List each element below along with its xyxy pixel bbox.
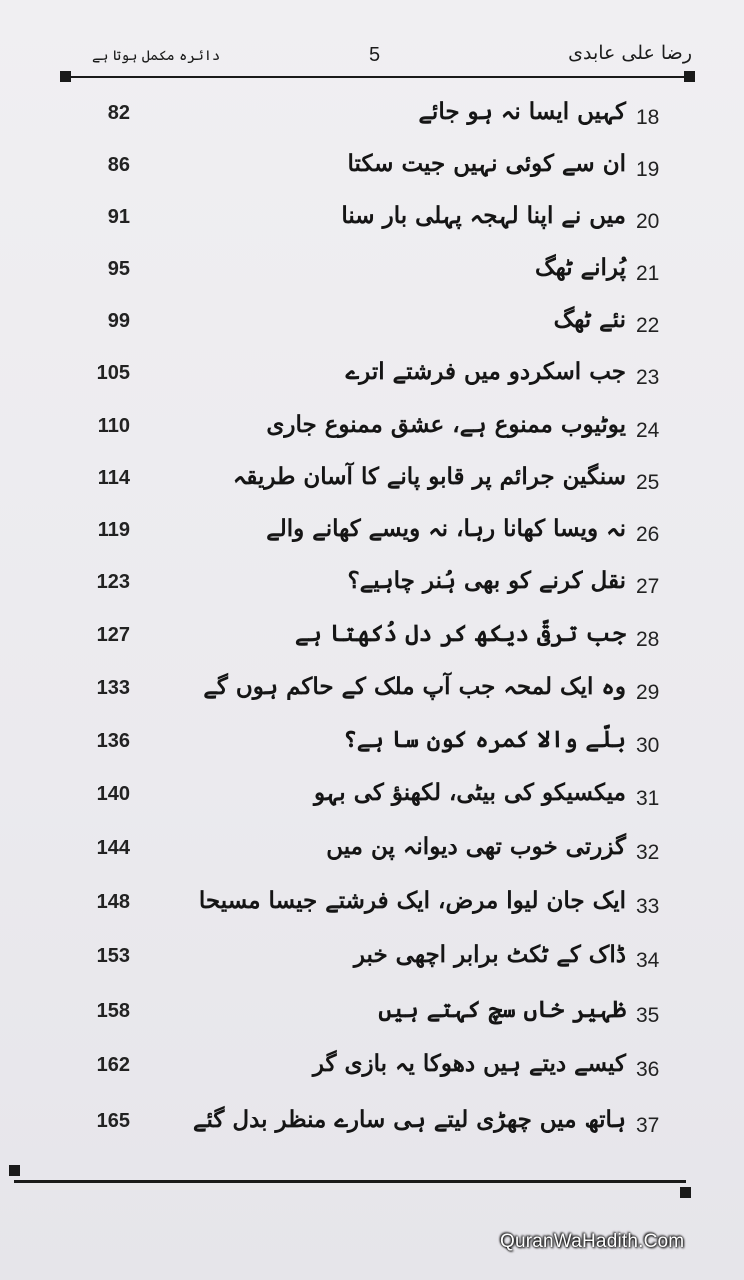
toc-page-number: 165 bbox=[96, 1110, 130, 1132]
toc-title: میں نے اپنا لہجہ پہلی بار سنا bbox=[341, 202, 626, 229]
toc-entry-number: 25 bbox=[636, 471, 660, 494]
header-page-number: 5 bbox=[369, 44, 381, 66]
toc-title: پُرانے ٹھگ bbox=[535, 254, 626, 281]
toc-row bbox=[0, 935, 744, 987]
header-author: رضا علی عابدی bbox=[568, 42, 692, 64]
rule-square-top-right bbox=[684, 71, 695, 82]
toc-row bbox=[0, 509, 744, 561]
toc-page-number: 119 bbox=[97, 519, 130, 541]
toc-page-number: 148 bbox=[96, 891, 130, 913]
toc-title: بلّے والا کمرہ کون سا ہے؟ bbox=[343, 726, 626, 753]
toc-title: ایک جان لیوا مرض، ایک فرشتے جیسا مسیحا bbox=[198, 887, 626, 914]
toc-row bbox=[0, 881, 744, 933]
toc-page-number: 158 bbox=[96, 1000, 130, 1022]
toc-page-number: 82 bbox=[107, 102, 130, 124]
toc-title: سنگین جرائم پر قابو پانے کا آسان طریقہ bbox=[232, 463, 626, 490]
toc-entry-number: 29 bbox=[636, 681, 660, 704]
toc-row bbox=[0, 1044, 744, 1096]
toc-title: جب ترقّی دیکھ کر دل دُکھتا ہے bbox=[294, 620, 626, 647]
rule-square-bottom-left bbox=[9, 1165, 20, 1176]
toc-row bbox=[0, 92, 744, 144]
toc-entry-number: 18 bbox=[636, 106, 660, 129]
toc-page-number: 144 bbox=[96, 837, 130, 859]
toc-title: ظہیر خاں سچ کہتے ہیں bbox=[378, 996, 626, 1023]
toc-title: کہیں ایسا نہ ہو جائے bbox=[418, 98, 626, 125]
toc-title: میکسیکو کی بیٹی، لکھنؤ کی بہو bbox=[313, 779, 626, 806]
toc-title: ہاتھ میں چھڑی لیتے ہی سارے منظر بدل گئے bbox=[192, 1106, 626, 1133]
toc-title: گزرتی خوب تھی دیوانہ پن میں bbox=[326, 833, 626, 860]
footer-rule bbox=[14, 1180, 686, 1183]
toc-row bbox=[0, 457, 744, 509]
toc-entry-number: 30 bbox=[636, 734, 660, 757]
toc-row bbox=[0, 352, 744, 404]
toc-title: کیسے دیتے ہیں دھوکا یہ بازی گر bbox=[312, 1050, 626, 1077]
toc-row bbox=[0, 614, 744, 666]
toc-row bbox=[0, 248, 744, 300]
toc-row bbox=[0, 144, 744, 196]
toc-row bbox=[0, 773, 744, 825]
toc-row bbox=[0, 720, 744, 772]
toc-row bbox=[0, 667, 744, 719]
toc-entry-number: 28 bbox=[636, 628, 660, 651]
toc-row bbox=[0, 300, 744, 352]
toc-entry-number: 33 bbox=[636, 895, 660, 918]
toc-page-number: 110 bbox=[97, 415, 130, 437]
toc-entry-number: 32 bbox=[636, 841, 660, 864]
toc-title: نقل کرنے کو بھی ہُنر چاہیے؟ bbox=[347, 567, 626, 594]
toc-entry-number: 35 bbox=[636, 1004, 660, 1027]
toc-page-number: 136 bbox=[96, 730, 130, 752]
toc-entry-number: 36 bbox=[636, 1058, 660, 1081]
rule-square-bottom-right bbox=[680, 1187, 691, 1198]
toc-page-number: 140 bbox=[96, 783, 130, 805]
toc-page-number: 91 bbox=[107, 206, 130, 228]
toc-entry-number: 24 bbox=[636, 419, 660, 442]
toc-entry-number: 22 bbox=[636, 314, 660, 337]
toc-page-number: 86 bbox=[107, 154, 130, 176]
toc-page-number: 99 bbox=[107, 310, 130, 332]
toc-entry-number: 34 bbox=[636, 949, 660, 972]
toc-page-number: 133 bbox=[96, 677, 130, 699]
toc-entry-number: 37 bbox=[636, 1114, 660, 1137]
toc-row bbox=[0, 990, 744, 1042]
toc-page-number: 95 bbox=[107, 258, 130, 280]
toc-entry-number: 21 bbox=[636, 262, 660, 285]
toc-title: وہ ایک لمحہ جب آپ ملک کے حاکم ہوں گے bbox=[203, 673, 626, 700]
toc-row bbox=[0, 405, 744, 457]
header-subtitle: دائرہ مکمل ہوتا ہے bbox=[92, 48, 221, 64]
toc-page-number: 105 bbox=[96, 362, 130, 384]
toc-page-number: 127 bbox=[96, 624, 130, 646]
toc-row bbox=[0, 561, 744, 613]
toc-title: جب اسکردو میں فرشتے اترے bbox=[345, 358, 626, 385]
toc-title: ڈاک کے ٹکٹ برابر اچھی خبر bbox=[353, 941, 626, 968]
toc-title: نہ ویسا کھانا رہا، نہ ویسے کھانے والے bbox=[266, 515, 626, 542]
toc-entry-number: 27 bbox=[636, 575, 660, 598]
toc-entry-number: 23 bbox=[636, 366, 660, 389]
toc-entry-number: 26 bbox=[636, 523, 660, 546]
toc-entry-number: 20 bbox=[636, 210, 660, 233]
toc-title: ان سے کوئی نہیں جیت سکتا bbox=[347, 150, 626, 177]
toc-title: نئے ٹھگ bbox=[553, 306, 626, 333]
toc-row bbox=[0, 827, 744, 879]
toc-title: یوٹیوب ممنوع ہے، عشق ممنوع جاری bbox=[266, 411, 626, 438]
header-rule bbox=[66, 76, 690, 78]
toc-row bbox=[0, 1100, 744, 1152]
toc-page-number: 162 bbox=[96, 1054, 130, 1076]
toc-page-number: 123 bbox=[96, 571, 130, 593]
toc-entry-number: 19 bbox=[636, 158, 660, 181]
toc-page-number: 114 bbox=[97, 467, 130, 489]
toc-row bbox=[0, 196, 744, 248]
site-watermark: QuranWaHadith.Com bbox=[500, 1231, 685, 1252]
toc-entry-number: 31 bbox=[636, 787, 660, 810]
toc-page-number: 153 bbox=[96, 945, 130, 967]
